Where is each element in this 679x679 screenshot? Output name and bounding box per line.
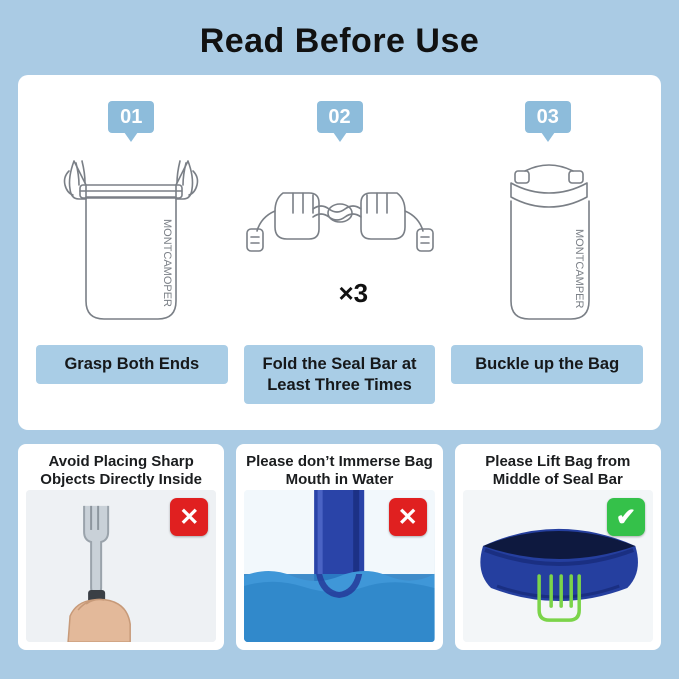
- step-captions: [28, 345, 651, 404]
- step-caption-02: Fold the Seal Bar at Least Three Times: [244, 345, 436, 404]
- step-caption-03: Buckle up the Bag: [451, 345, 643, 384]
- step-caption-01: Grasp Both Ends: [36, 345, 228, 384]
- step-03: [445, 83, 652, 341]
- repeat-count-label: ×3: [338, 278, 369, 308]
- warning-title-2: Please don’t Immerse Bag Mouth in Water: [246, 453, 433, 488]
- warning-card-1: [18, 444, 224, 650]
- warning-mark-2: ✕: [389, 498, 427, 536]
- warning-card-2: [236, 444, 442, 650]
- step-illustration-03: [463, 141, 633, 341]
- step-01: [28, 83, 235, 341]
- warning-mark-3: ✔: [607, 498, 645, 536]
- svg-text:MONTCAMPER: MONTCAMPER: [572, 229, 585, 309]
- warning-mark-1: ✕: [170, 498, 208, 536]
- warnings-row: [18, 444, 661, 650]
- warning-title-1: Avoid Placing Sharp Objects Directly Inside: [40, 453, 203, 488]
- step-02: [235, 83, 445, 341]
- step-illustration-01: [46, 141, 216, 341]
- step-badge-01: 01: [108, 101, 154, 133]
- step-badge-03: 03: [525, 101, 571, 133]
- step-illustration-02: [235, 141, 445, 341]
- page-title: Read Before Use: [199, 22, 480, 60]
- step-badge-02: 02: [317, 101, 363, 133]
- warning-photo-sharp-object: [26, 490, 216, 642]
- steps-panel: [18, 75, 661, 430]
- warning-photo-immerse: [244, 490, 434, 642]
- warning-photo-lift-bag: [463, 490, 653, 642]
- steps-row: [28, 83, 651, 341]
- svg-text:MONTCAMOPER: MONTCAMOPER: [161, 219, 174, 307]
- warning-card-3: [455, 444, 661, 650]
- warning-title-3: Please Lift Bag from Middle of Seal Bar: [485, 453, 631, 488]
